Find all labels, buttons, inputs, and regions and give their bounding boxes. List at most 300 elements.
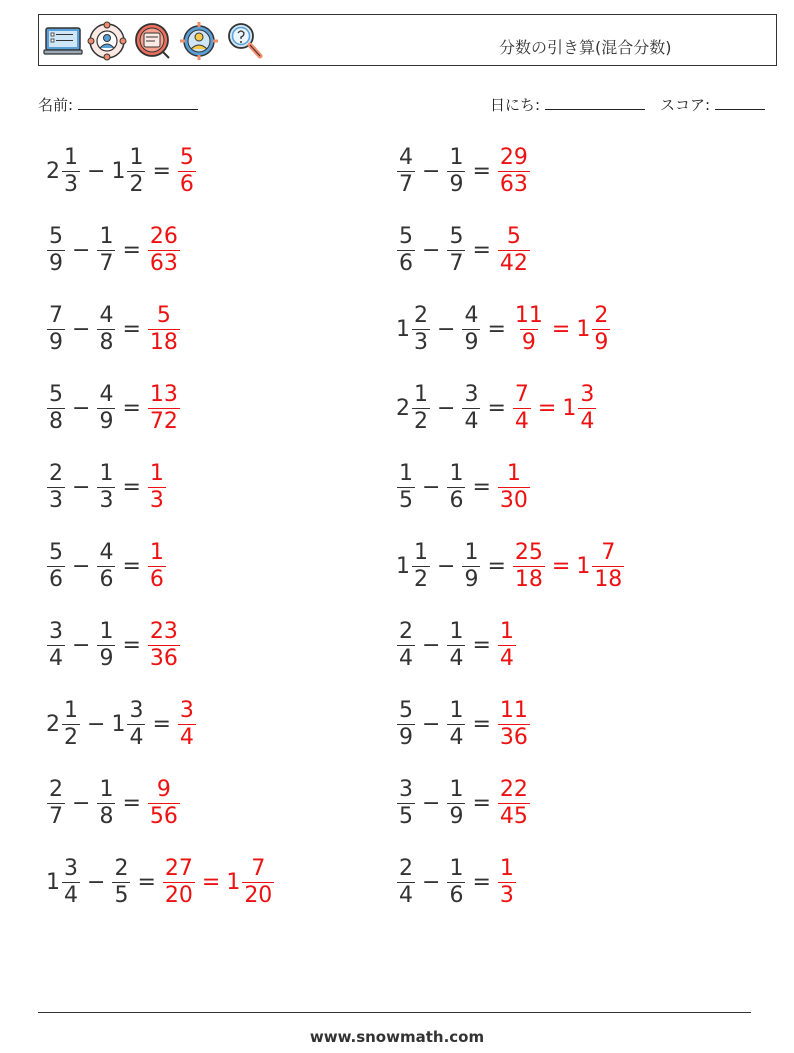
minus-sign: − [72,553,91,579]
answer [497,776,531,829]
answer [177,697,197,750]
fraction [513,381,531,434]
fraction [447,855,465,908]
problem-6 [396,299,611,359]
answer-fraction [512,539,546,592]
denominator: 7 [99,250,114,276]
numerator: 3 [49,618,63,644]
answer-equals-sign: = [551,316,571,342]
minus-sign: − [72,316,91,342]
answer-fraction [147,618,181,671]
equals-sign: = [472,632,491,658]
subtrahend [111,855,131,908]
denominator: 6 [99,566,114,592]
problem-5 [46,299,181,359]
fraction [62,855,80,908]
minus-sign: − [437,553,456,579]
fraction [97,776,115,829]
numerator: 5 [49,223,63,249]
numerator: 1 [99,776,114,802]
answer-fraction [177,697,197,750]
numerator: 1 [464,539,479,565]
numerator: 5 [399,223,413,249]
fraction [97,460,115,513]
minus-sign: − [422,474,441,500]
equals-sign: = [122,632,141,658]
subtrahend [96,302,116,355]
whole-number: 1 [111,158,126,184]
footer-site: www.snowmath.com [309,1028,485,1046]
worksheet-header [38,14,777,66]
denominator: 6 [449,882,464,908]
whole-number: 1 [562,395,577,421]
numerator: 2 [594,302,609,328]
minuend [46,539,66,592]
numerator: 5 [49,539,63,565]
denominator: 42 [499,250,528,276]
user-network-icon [87,21,127,61]
denominator: 3 [49,487,63,513]
denominator: 3 [414,329,428,355]
fraction [97,618,115,671]
numerator: 2 [114,855,129,881]
answer [497,697,531,750]
numerator: 1 [499,618,514,644]
minuend [396,855,416,908]
fraction [397,697,415,750]
answer-fraction [147,539,167,592]
minuend [46,302,66,355]
numerator: 2 [399,855,413,881]
answer-fraction [177,144,197,197]
fraction [447,697,465,750]
subtrahend [446,697,466,750]
subtrahend [96,223,116,276]
fraction [498,697,530,750]
answer [497,855,517,908]
answer [147,618,181,671]
fraction [412,381,430,434]
equals-sign: = [487,553,506,579]
denominator: 6 [449,487,464,513]
numerator: 3 [399,776,413,802]
numerator: 1 [449,618,464,644]
fraction [397,144,415,197]
denominator: 63 [499,171,528,197]
fraction [62,697,80,750]
score-field[interactable] [660,94,765,115]
whole-number: 1 [576,316,591,342]
minuend [396,539,431,592]
minus-sign: − [72,237,91,263]
numerator: 11 [499,697,528,723]
answer-fraction [497,618,517,671]
footer-divider [38,1012,751,1013]
subtrahend [111,144,146,197]
numerator: 7 [601,539,616,565]
fraction [148,776,180,829]
answer-fraction [497,776,531,829]
numerator: 5 [399,697,413,723]
fraction [127,697,145,750]
numerator: 9 [156,776,171,802]
numerator: 5 [449,223,464,249]
denominator: 18 [149,329,178,355]
fraction [97,381,115,434]
denominator: 9 [49,329,63,355]
subtrahend [446,223,466,276]
equals-sign: = [472,790,491,816]
score-blank[interactable] [715,95,765,110]
numerator: 7 [49,302,63,328]
fraction [462,381,480,434]
whole-number: 1 [226,869,241,895]
name-blank[interactable] [78,95,198,110]
subtrahend [96,776,116,829]
numerator: 1 [99,223,114,249]
fraction [47,381,65,434]
fraction [397,618,415,671]
problem-4 [396,220,531,280]
numerator: 4 [99,539,114,565]
numerator: 2 [49,776,63,802]
problem-20 [396,852,517,912]
denominator: 9 [99,645,114,671]
denominator: 7 [399,171,413,197]
denominator: 72 [149,408,178,434]
numerator: 5 [49,381,63,407]
answer-equals-sign: = [551,553,571,579]
answer-mixed-number [576,539,625,592]
minuend [396,697,416,750]
worksheet-title: 分数の引き算(混合分数) [499,38,672,57]
minus-sign: − [72,790,91,816]
problem-13 [46,615,181,675]
subtrahend [446,855,466,908]
numerator: 7 [251,855,266,881]
problem-17 [46,773,181,833]
denominator: 9 [594,329,609,355]
problem-10 [396,457,531,517]
denominator: 9 [464,329,479,355]
minuend [46,460,66,513]
minus-sign: − [422,158,441,184]
answer-mixed-number [226,855,275,908]
denominator: 9 [464,566,479,592]
denominator: 9 [449,803,464,829]
numerator: 1 [129,144,144,170]
equals-sign: = [122,237,141,263]
fraction [397,776,415,829]
minuend [46,618,66,671]
numerator: 13 [149,381,178,407]
answer-fraction [512,302,546,355]
fraction [47,618,65,671]
denominator: 4 [129,724,144,750]
numerator: 1 [99,618,114,644]
subtrahend [461,302,481,355]
subtrahend [446,618,466,671]
numerator: 26 [149,223,178,249]
denominator: 9 [521,329,536,355]
date-label: 日にち: [490,96,541,114]
denominator: 5 [399,803,413,829]
numerator: 11 [514,302,543,328]
answer [147,223,181,276]
problem-14 [396,615,517,675]
denominator: 30 [499,487,528,513]
date-blank[interactable] [545,95,645,110]
fraction [447,460,465,513]
denominator: 4 [464,408,479,434]
fraction [62,144,80,197]
fraction [148,302,180,355]
answer [512,539,625,592]
equals-sign: = [152,158,171,184]
answer [497,618,517,671]
numerator: 1 [449,697,464,723]
numerator: 1 [449,144,464,170]
equals-sign: = [122,790,141,816]
denominator: 45 [499,803,528,829]
fraction [148,618,180,671]
denominator: 2 [414,566,428,592]
denominator: 36 [499,724,528,750]
numerator: 3 [64,855,78,881]
denominator: 6 [149,566,164,592]
fraction [447,618,465,671]
fraction [498,855,516,908]
numerator: 5 [506,223,521,249]
subtrahend [446,144,466,197]
fraction [148,381,180,434]
whole-number: 1 [111,711,126,737]
whole-number: 2 [396,395,410,421]
equals-sign: = [487,316,506,342]
problem-12 [396,536,625,596]
denominator: 3 [499,882,514,908]
numerator: 1 [506,460,521,486]
minuend [46,855,81,908]
numerator: 1 [414,539,428,565]
denominator: 63 [149,250,178,276]
minuend [396,302,431,355]
numerator: 3 [179,697,194,723]
equals-sign: = [122,553,141,579]
fraction [97,539,115,592]
minuend [396,144,416,197]
numerator: 4 [464,302,479,328]
denominator: 20 [164,882,193,908]
fraction [412,302,430,355]
fraction [127,144,145,197]
minus-sign: − [72,474,91,500]
minus-sign: − [437,316,456,342]
minuend [396,460,416,513]
fraction [242,855,274,908]
answer [147,381,181,434]
numerator: 1 [499,855,514,881]
minus-sign: − [72,632,91,658]
whole-number: 1 [396,553,410,579]
problem-2 [396,141,531,201]
fraction [592,539,624,592]
fraction [178,697,196,750]
subtrahend [96,618,116,671]
problem-19 [46,852,275,912]
numerator: 1 [449,460,464,486]
magnifier-question-icon [225,21,265,61]
answer-fraction [497,223,531,276]
denominator: 56 [149,803,178,829]
problem-1 [46,141,197,201]
answer-fraction [497,144,531,197]
equals-sign: = [152,711,171,737]
fraction [397,460,415,513]
minus-sign: − [72,395,91,421]
numerator: 1 [449,776,464,802]
denominator: 36 [149,645,178,671]
fraction [447,776,465,829]
minus-sign: − [422,790,441,816]
denominator: 4 [399,645,413,671]
denominator: 3 [64,171,78,197]
denominator: 3 [99,487,114,513]
fraction [97,302,115,355]
subtrahend [446,460,466,513]
equals-sign: = [472,869,491,895]
numerator: 27 [164,855,193,881]
fraction [397,855,415,908]
minuend [46,144,81,197]
fraction [498,776,530,829]
answer-fraction [497,460,531,513]
denominator: 5 [114,882,129,908]
whole-number: 1 [576,553,591,579]
fraction [47,302,65,355]
equals-sign: = [122,474,141,500]
denominator: 18 [594,566,623,592]
equals-sign: = [137,869,156,895]
equals-sign: = [487,395,506,421]
whole-number: 2 [46,158,60,184]
denominator: 6 [179,171,194,197]
answer-fraction [512,381,532,434]
fraction [592,302,610,355]
fraction [447,223,465,276]
fraction [47,539,65,592]
numerator: 1 [399,460,413,486]
numerator: 1 [449,855,464,881]
fraction [447,144,465,197]
name-field[interactable] [38,94,198,115]
equals-sign: = [472,158,491,184]
subtrahend [96,539,116,592]
minus-sign: − [87,869,106,895]
denominator: 4 [449,724,464,750]
denominator: 4 [449,645,464,671]
numerator: 3 [129,697,144,723]
equals-sign: = [122,316,141,342]
numerator: 1 [414,381,428,407]
numerator: 22 [499,776,528,802]
fraction [112,855,130,908]
minuend [396,776,416,829]
subtrahend [111,697,146,750]
answer-fraction [147,776,181,829]
problem-7 [46,378,181,438]
problem-3 [46,220,181,280]
answer [147,776,181,829]
minuend [396,223,416,276]
score-label: スコア: [660,96,711,114]
answer [497,460,531,513]
answer-equals-sign: = [537,395,557,421]
problem-15 [46,694,197,754]
minus-sign: − [437,395,456,421]
numerator: 2 [414,302,428,328]
minuend [46,776,66,829]
fraction [97,223,115,276]
equals-sign: = [472,237,491,263]
answer [147,460,167,513]
problem-9 [46,457,167,517]
denominator: 8 [49,408,63,434]
fraction [513,539,545,592]
answer [497,223,531,276]
fraction [148,539,166,592]
whole-number: 1 [46,869,60,895]
name-label: 名前: [38,96,74,114]
problem-8 [396,378,597,438]
problem-11 [46,536,167,596]
denominator: 7 [49,803,63,829]
equals-sign: = [472,474,491,500]
answer [162,855,275,908]
fraction [178,144,196,197]
whole-number: 1 [396,316,410,342]
numerator: 7 [514,381,529,407]
denominator: 4 [514,408,529,434]
denominator: 4 [580,408,595,434]
minuend [46,223,66,276]
answer-mixed-number [576,302,611,355]
date-field[interactable] [490,94,645,115]
denominator: 5 [399,487,413,513]
numerator: 4 [399,144,413,170]
answer [147,302,181,355]
minus-sign: − [87,158,106,184]
answer-fraction [162,855,196,908]
denominator: 6 [49,566,63,592]
fraction [498,618,516,671]
numerator: 23 [149,618,178,644]
denominator: 20 [244,882,273,908]
denominator: 9 [399,724,413,750]
numerator: 1 [149,539,164,565]
denominator: 8 [99,329,114,355]
minus-sign: − [422,711,441,737]
fraction [462,539,480,592]
denominator: 18 [514,566,543,592]
denominator: 2 [414,408,428,434]
numerator: 4 [99,381,114,407]
answer-fraction [497,855,517,908]
answer-fraction [147,381,181,434]
subtrahend [446,776,466,829]
fraction [163,855,195,908]
numerator: 3 [580,381,595,407]
